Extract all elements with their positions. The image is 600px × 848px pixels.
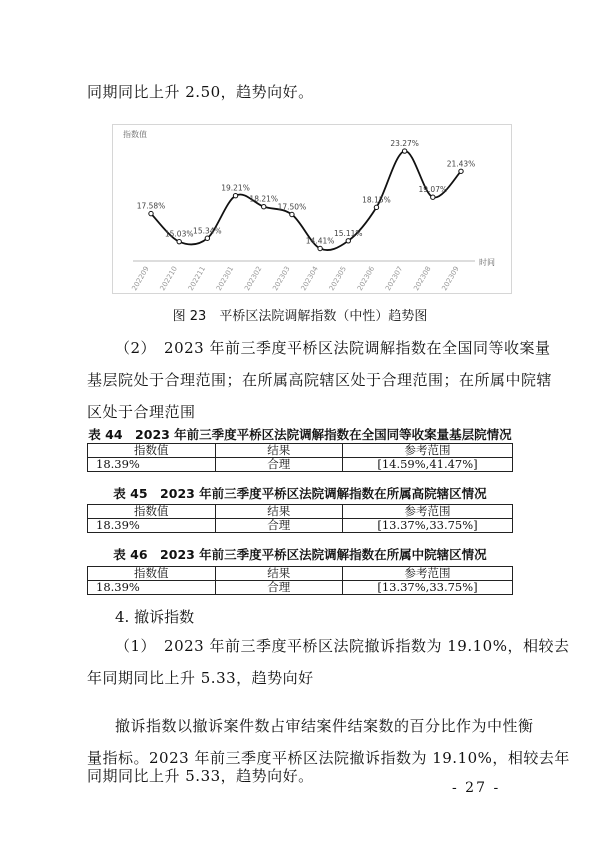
para2-line1: （2） 2023 年前三季度平桥区法院调解指数在全国同等收案量: [115, 339, 551, 357]
y-axis-label: 指数值: [123, 130, 147, 139]
table46-cell-range: [13.37%,33.75%]: [343, 581, 513, 595]
data-point: [318, 246, 322, 250]
table45-title: 表 45 2023 年前三季度平桥区法院调解指数在所属高院辖区情况: [113, 486, 487, 501]
x-tick-label: 202211: [186, 265, 208, 293]
x-tick-label: 202301: [214, 265, 236, 293]
table46: [87, 566, 513, 595]
data-label: 15.34%: [193, 226, 222, 236]
data-label: 14.41%: [305, 236, 335, 246]
data-point: [431, 195, 435, 199]
page-number: - 27 -: [452, 780, 501, 796]
data-label: 18.21%: [249, 194, 279, 204]
para4-line2: 量指标。2023 年前三季度平桥区法院撤诉指数为 19.10%，相较去年: [87, 749, 570, 767]
table45-header-value: 指数值: [88, 505, 216, 519]
table46-cell-value: 18.39%: [88, 581, 216, 595]
para4-line3: 同期同比上升 5.33，趋势向好。: [87, 767, 314, 785]
x-tick-label: 202303: [271, 265, 292, 293]
data-point: [262, 204, 266, 208]
data-label: 21.43%: [446, 159, 476, 169]
x-tick-label: 202309: [440, 265, 461, 293]
table45-cell-range: [13.37%,33.75%]: [343, 519, 513, 533]
para2-line3: 区处于合理范围: [87, 403, 196, 421]
para3-line1: （1） 2023 年前三季度平桥区法院撤诉指数为 19.10%，相较去: [115, 637, 570, 655]
data-label: 17.50%: [277, 202, 307, 212]
section-heading: 4. 撤诉指数: [115, 608, 195, 626]
x-tick-label: 202209: [130, 265, 151, 293]
x-tick-label: 202306: [355, 265, 377, 293]
x-tick-label: 202210: [158, 265, 179, 293]
table44: [87, 443, 513, 472]
trend-chart-svg: [113, 125, 511, 293]
table45: [87, 504, 513, 533]
data-label: 18.15%: [362, 195, 391, 205]
trend-chart: [112, 124, 512, 294]
x-tick-label: 202304: [299, 265, 320, 293]
data-label: 17.58%: [136, 201, 166, 211]
intro-line: 同期同比上升 2.50，趋势向好。: [87, 83, 314, 101]
para4-line1: 撤诉指数以撤诉案件数占审结案件结案数的百分比作为中性衡: [115, 717, 534, 735]
table44-title: 表 44 2023 年前三季度平桥区法院调解指数在全国同等收案量基层院情况: [88, 427, 512, 442]
figure-caption: 图 23 平桥区法院调解指数（中性）趋势图: [172, 309, 428, 324]
table45-cell-result: 合理: [215, 519, 343, 533]
para2-line2: 基层院处于合理范围；在所属高院辖区处于合理范围；在所属中院辖: [87, 371, 553, 389]
table46-header-result: 结果: [215, 567, 343, 581]
data-point: [459, 169, 463, 173]
data-label: 19.21%: [221, 183, 250, 193]
table44-header-range: 参考范围: [343, 444, 513, 458]
table46-header-value: 指数值: [88, 567, 216, 581]
table45-header-result: 结果: [215, 505, 343, 519]
table44-header-result: 结果: [215, 444, 343, 458]
table44-cell-value: 18.39%: [88, 458, 216, 472]
x-axis-label: 时间: [479, 258, 495, 267]
data-label: 15.03%: [164, 229, 194, 239]
data-point: [233, 193, 237, 197]
x-tick-label: 202308: [412, 265, 433, 293]
table46-title: 表 46 2023 年前三季度平桥区法院调解指数在所属中院辖区情况: [113, 547, 487, 562]
data-point: [149, 211, 153, 215]
table44-cell-range: [14.59%,41.47%]: [343, 458, 513, 472]
table46-cell-result: 合理: [215, 581, 343, 595]
data-label: 15.11%: [333, 228, 363, 238]
data-point: [177, 239, 181, 243]
data-label: 23.27%: [390, 139, 419, 149]
x-tick-label: 202302: [243, 265, 264, 293]
data-point: [374, 205, 378, 209]
table45-header-range: 参考范围: [343, 505, 513, 519]
data-point: [290, 212, 294, 216]
table45-cell-value: 18.39%: [88, 519, 216, 533]
x-tick-label: 202307: [384, 265, 405, 293]
table46-header-range: 参考范围: [343, 567, 513, 581]
table44-header-value: 指数值: [88, 444, 216, 458]
x-tick-label: 202305: [327, 265, 349, 293]
para3-line2: 年同期同比上升 5.33，趋势向好: [87, 669, 314, 687]
data-point: [205, 236, 209, 240]
data-point: [346, 239, 350, 243]
table44-cell-result: 合理: [215, 458, 343, 472]
data-point: [402, 149, 406, 153]
data-label: 19.07%: [418, 185, 448, 195]
